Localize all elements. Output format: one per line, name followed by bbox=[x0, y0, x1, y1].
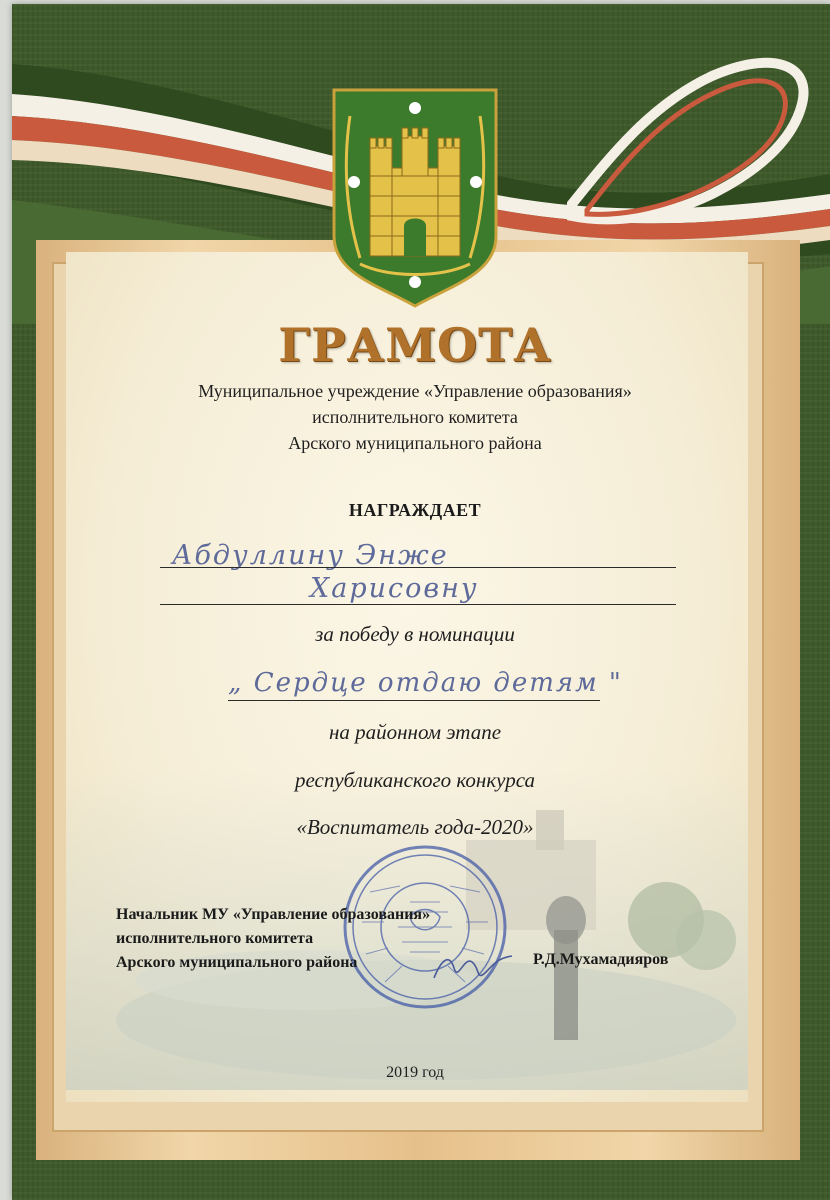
contest-name: «Воспитатель года-2020» bbox=[296, 815, 534, 839]
recipient-name-line-1: Абдуллину Энже bbox=[172, 540, 449, 571]
signer-title-line: Арского муниципального района bbox=[116, 954, 358, 971]
signer-name: Р.Д.Мухамадияров bbox=[533, 951, 669, 968]
recipient-underline-2 bbox=[160, 604, 676, 605]
castle-crest-icon bbox=[330, 86, 500, 308]
recipient-name-line-2: Харисовну bbox=[310, 573, 479, 604]
nomination-handwritten: „ Сердце отдаю детям " bbox=[228, 668, 623, 698]
recipient-underline-1 bbox=[160, 567, 676, 568]
stage-line-1: на районном этапе bbox=[328, 720, 502, 744]
nomination-underline bbox=[228, 700, 600, 701]
issuer-line: исполнительного комитета bbox=[312, 407, 518, 427]
issuer-block bbox=[0, 378, 830, 456]
issuer-line: Арского муниципального района bbox=[288, 433, 542, 453]
issuer-line: Муниципальное учреждение «Управление образования» bbox=[198, 381, 632, 401]
for-label: за победу в номинации bbox=[315, 622, 515, 646]
signer-title-line: исполнительного комитета bbox=[116, 930, 314, 947]
awards-label: НАГРАЖДАЕТ bbox=[348, 500, 482, 520]
certificate-title: ГРАМОТА bbox=[278, 318, 552, 372]
signer-title-line: Начальник МУ «Управление образования» bbox=[116, 906, 431, 923]
issue-year: 2019 год bbox=[386, 1064, 444, 1081]
stage-line-2: республиканского конкурса bbox=[295, 768, 535, 792]
handwritten-signature bbox=[428, 948, 518, 988]
